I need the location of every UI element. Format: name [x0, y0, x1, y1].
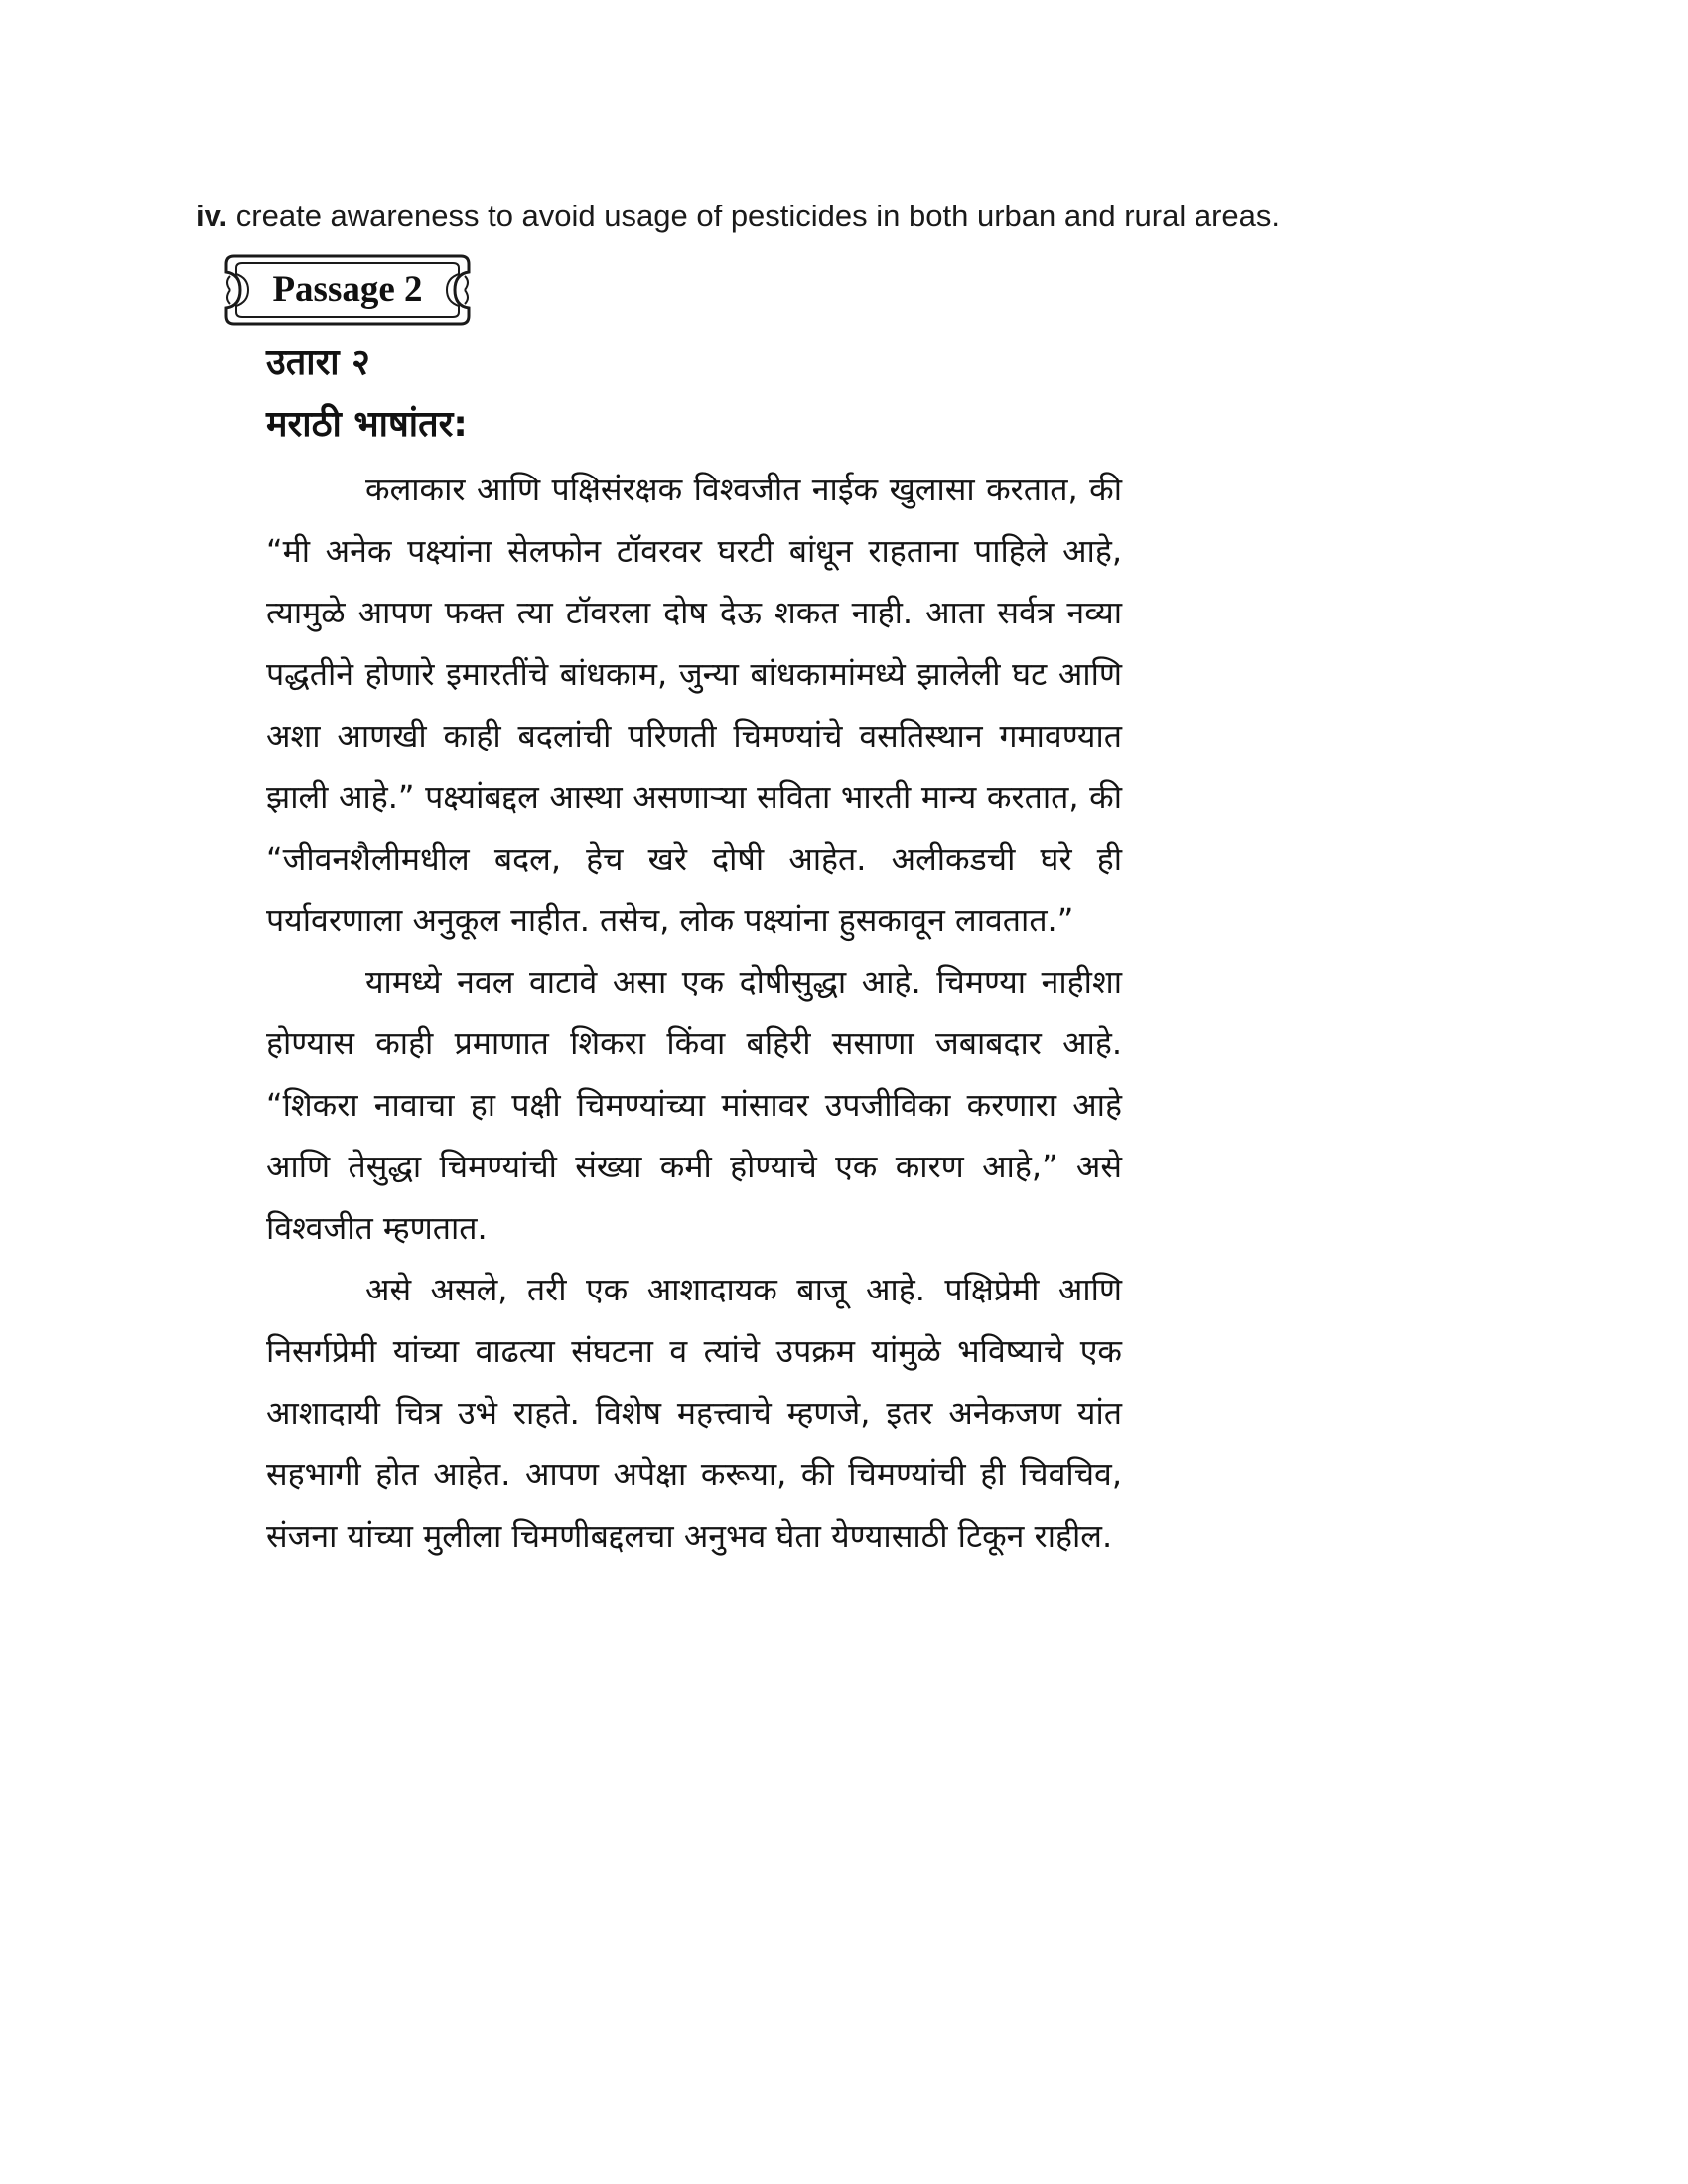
paragraph-3: असे असले, तरी एक आशादायक बाजू आहे. पक्षिप्रेमी आणि निसर्गप्रेमी यांच्या वाढत्या संघटना व त्यांचे उपक्रम यांमुळे भविष्याचे एक आशादायी चित्र उभे राहते. विशेष महत्त्वाचे म्हणजे, इतर अनेकजण यांत सहभागी होत आहेत. आपण अपेक्षा करूया, की चिमण्यांची ही चिवचिव, संजना यांच्या मुलीला चिमणीबद्दलचा अनुभव घेता येण्यासाठी टिकून राहील. — [266, 1271, 1122, 1555]
passage-label-text: Passage 2 — [272, 269, 423, 310]
paragraph-2: यामध्ये नवल वाटावे असा एक दोषीसुद्धा आहे. चिमण्या नाहीशा होण्यास काही प्रमाणात शिकरा किंवा बहिरी ससाणा जबाबदार आहे. “शिकरा नावाचा हा पक्षी चिमण्यांच्या मांसावर उपजीविका करणारा आहे आणि तेसुद्धा चिमण्यांची संख्या कमी होण्याचे एक कारण आहे,” असे विश्वजीत म्हणतात. — [266, 963, 1122, 1247]
passage-label-box — [220, 252, 475, 328]
paragraph-1: कलाकार आणि पक्षिसंरक्षक विश्वजीत नाईक खुलासा करतात, की “मी अनेक पक्ष्यांना सेलफोन टॉवरवर घरटी बांधून राहताना पाहिले आहे, त्यामुळे आपण फक्त त्या टॉवरला दोष देऊ शकत नाही. आता सर्वत्र नव्या पद्धतीने होणारे इमारतींचे बांधकाम, जुन्या बांधकामांमध्ये झालेली घट आणि अशा आणखी काही बदलांची परिणती चिमण्यांचे वसतिस्थान गमावण्यात झाली आहे.” पक्ष्यांबद्दल आस्था असणाऱ्या सविता भारती मान्य करतात, की “जीवनशैलीमधील बदल, हेच खरे दोषी आहेत. अलीकडची घरे ही पर्यावरणाला अनुकूल नाहीत. तसेच, लोक पक्ष्यांना हुसकावून लावतात.” — [266, 471, 1122, 939]
item-text: create awareness to avoid usage of pesticides in both urban and rural areas. — [227, 199, 1280, 233]
item-number: iv. — [196, 199, 228, 233]
passage-body — [266, 459, 1122, 1567]
translation-heading: मराठी भाषांतर: — [266, 404, 468, 445]
utara-heading: उतारा २ — [266, 342, 370, 383]
top-item-line — [196, 197, 1486, 236]
